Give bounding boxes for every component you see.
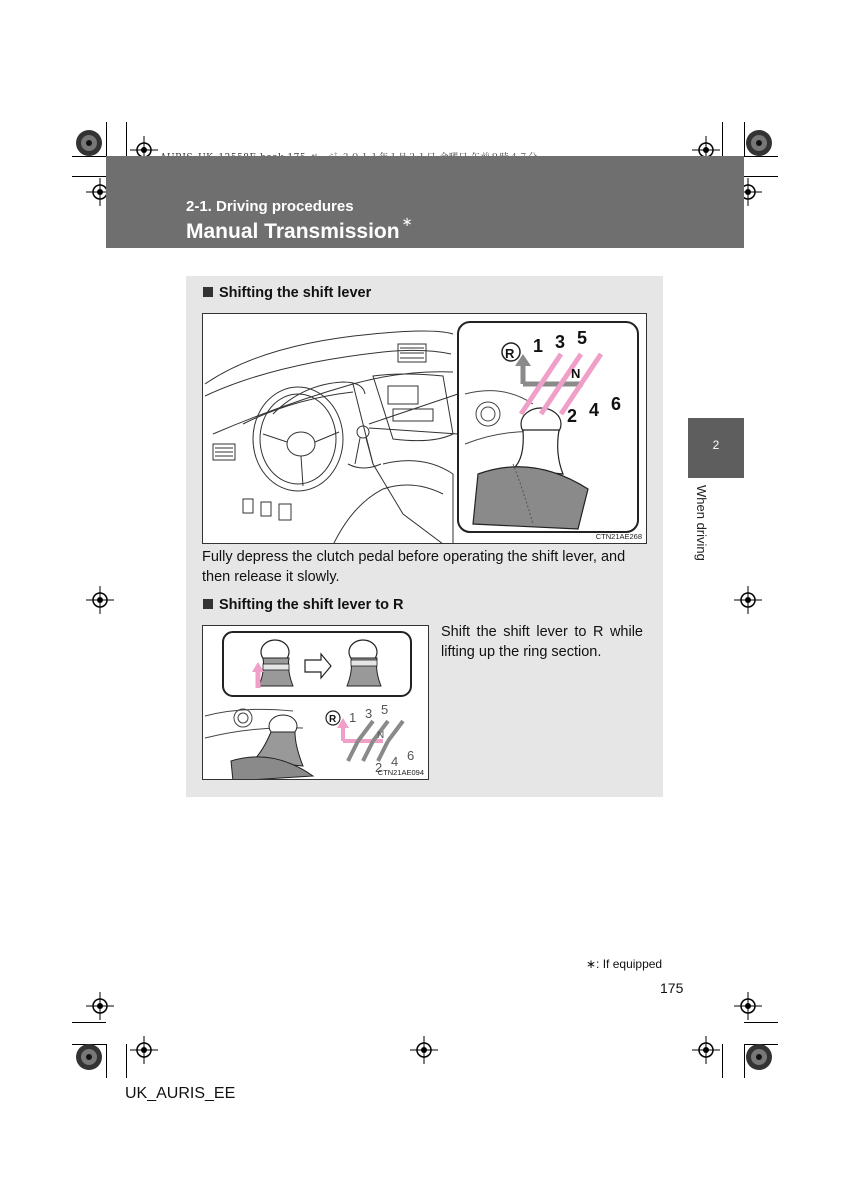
gear-label-3: 3 bbox=[365, 706, 373, 721]
gear-label-5: 5 bbox=[381, 702, 389, 717]
document-code: UK_AURIS_EE bbox=[125, 1085, 236, 1102]
figure-code: CTN21AE268 bbox=[595, 532, 642, 541]
chapter-number: 2 bbox=[712, 438, 720, 452]
registration-mark-icon bbox=[734, 586, 762, 614]
gear-label-n: N bbox=[571, 366, 581, 381]
page-title-text: Manual Transmission bbox=[186, 220, 400, 243]
color-target-icon bbox=[744, 128, 774, 158]
crop-line bbox=[106, 1044, 107, 1078]
gear-label-1: 1 bbox=[349, 710, 357, 725]
registration-mark-icon bbox=[692, 1036, 720, 1064]
gear-label-r: R bbox=[505, 346, 515, 361]
crop-line bbox=[126, 1044, 127, 1078]
section-label: 2-1. Driving procedures bbox=[186, 198, 354, 215]
registration-mark-icon bbox=[734, 992, 762, 1020]
content-box bbox=[186, 276, 663, 797]
crop-line bbox=[126, 122, 127, 156]
crop-line bbox=[722, 122, 723, 156]
dashboard-illustration bbox=[203, 314, 647, 544]
gear-label-6: 6 bbox=[407, 748, 415, 763]
registration-mark-icon bbox=[410, 1036, 438, 1064]
gear-label-4: 4 bbox=[391, 754, 399, 769]
gear-label-4: 4 bbox=[589, 400, 600, 420]
shift-lever-figure bbox=[202, 313, 647, 544]
crop-line bbox=[72, 176, 106, 177]
gear-label-2: 2 bbox=[375, 760, 383, 775]
gear-label-2: 2 bbox=[567, 406, 578, 426]
instruction-text: Shift the shift lever to R while lifting up the ring section. bbox=[441, 624, 643, 660]
crop-line bbox=[106, 122, 107, 156]
instruction-text: Fully depress the clutch pedal before operating the shift lever, and then release it slowly. bbox=[202, 549, 626, 585]
section-heading-text: Shifting the shift lever to R bbox=[219, 597, 404, 613]
registration-mark-icon bbox=[86, 586, 114, 614]
reverse-shift-illustration bbox=[203, 626, 429, 780]
gear-label-3: 3 bbox=[555, 332, 566, 352]
page-title bbox=[186, 214, 413, 244]
registration-mark-icon bbox=[86, 992, 114, 1020]
footnote: ∗: If equipped bbox=[586, 957, 663, 971]
crop-line bbox=[72, 1022, 106, 1023]
registration-mark-icon bbox=[130, 1036, 158, 1064]
gear-label-6: 6 bbox=[611, 394, 622, 414]
color-target-icon bbox=[74, 128, 104, 158]
gear-label-r: R bbox=[329, 714, 337, 725]
page-number: 175 bbox=[660, 980, 684, 996]
figure-code: CTN21AE094 bbox=[377, 768, 424, 777]
chapter-tab bbox=[688, 418, 744, 478]
square-bullet-icon bbox=[203, 287, 213, 297]
gear-label-5: 5 bbox=[577, 328, 588, 348]
chapter-label: When driving bbox=[694, 485, 709, 561]
color-target-icon bbox=[744, 1042, 774, 1072]
crop-line bbox=[744, 176, 778, 177]
reverse-shift-figure bbox=[202, 625, 429, 780]
asterisk-mark: ∗ bbox=[401, 214, 413, 229]
section-heading-text: Shifting the shift lever bbox=[219, 285, 372, 301]
color-target-icon bbox=[74, 1042, 104, 1072]
gear-label-n: N bbox=[377, 730, 385, 741]
square-bullet-icon bbox=[203, 599, 213, 609]
section-heading bbox=[203, 597, 403, 613]
section-heading bbox=[203, 285, 371, 301]
gear-label-1: 1 bbox=[533, 336, 544, 356]
crop-line bbox=[722, 1044, 723, 1078]
crop-line bbox=[744, 1022, 778, 1023]
